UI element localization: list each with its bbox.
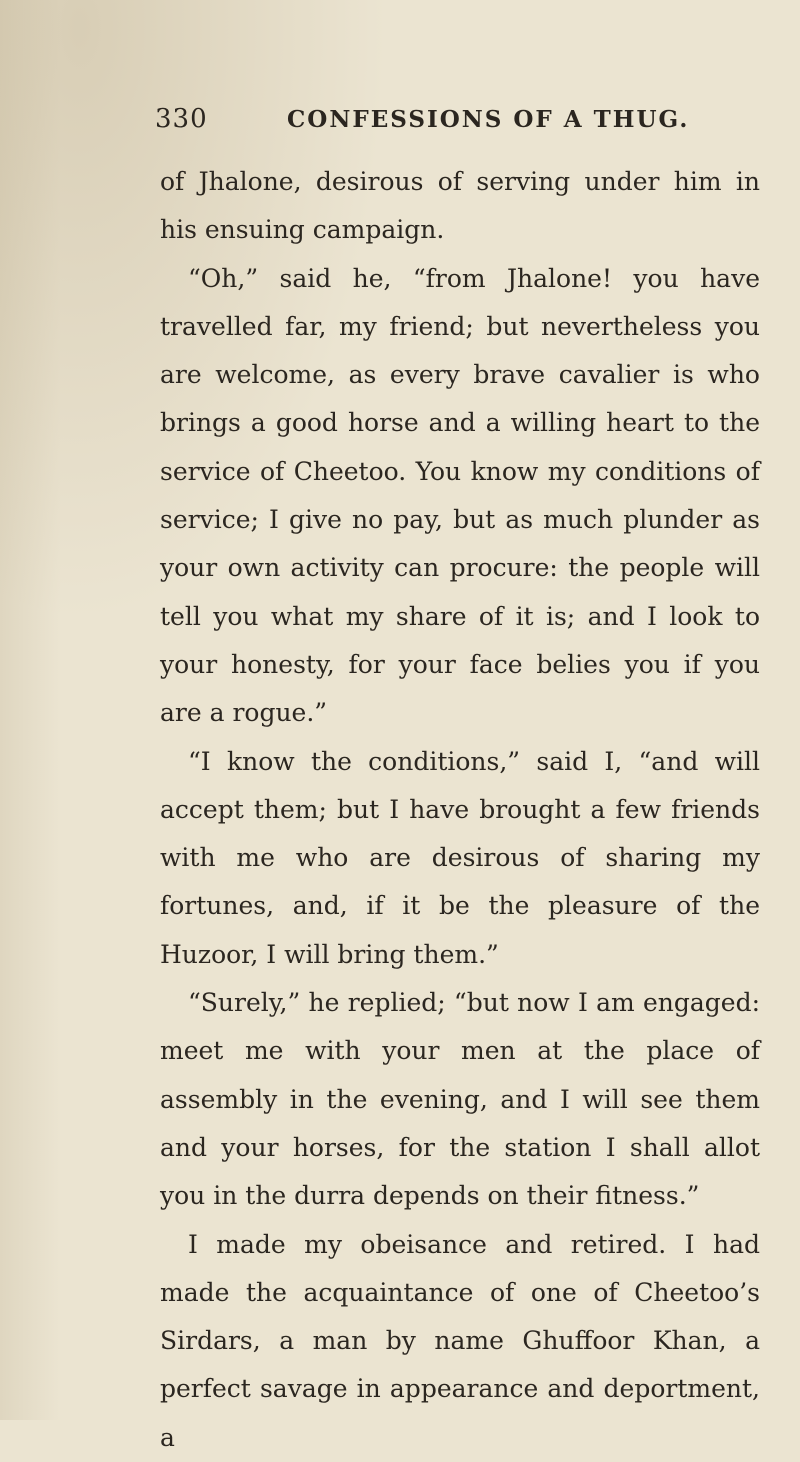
paragraph-5: I made my obeisance and retired. I had made the acquaintance of one of Cheetoo’s Sirdars, a man by name Ghuffoor Khan, a perfect savage in appearance and deportment, a bbox=[160, 1229, 760, 1452]
paragraph-4: “Surely,” he replied; “but now I am engaged: meet me with your men at the place of assembly in the evening, and I will see them and your horses, for the station I shall allot you in the durra depends on their fitness.” bbox=[160, 988, 760, 1211]
paragraph-1: of Jhalone, desirous of serving under him in his ensuing campaign. bbox=[160, 167, 760, 245]
page-header bbox=[155, 104, 755, 144]
running-head: CONFESSIONS OF A THUG. bbox=[287, 106, 690, 133]
paragraph-2: “Oh,” said he, “from Jhalone! you have travelled far, my friend; but nevertheless you are welcome, as every brave cavalier is who brings a good horse and a willing heart to the service of Cheetoo. You know my conditions of service; I give no pay, but as much plunder as your own activity can procure: the people will tell you what my share of it is; and I look to your honesty, for your face belies you if you are a rogue.” bbox=[160, 263, 760, 728]
page-number: 330 bbox=[155, 104, 208, 134]
body-text bbox=[160, 158, 760, 1462]
paragraph-3: “I know the conditions,” said I, “and will accept them; but I have brought a few friends with me who are desirous of sharing my fortunes, and, if it be the pleasure of the Huzoor, I will bring them.” bbox=[160, 746, 760, 969]
